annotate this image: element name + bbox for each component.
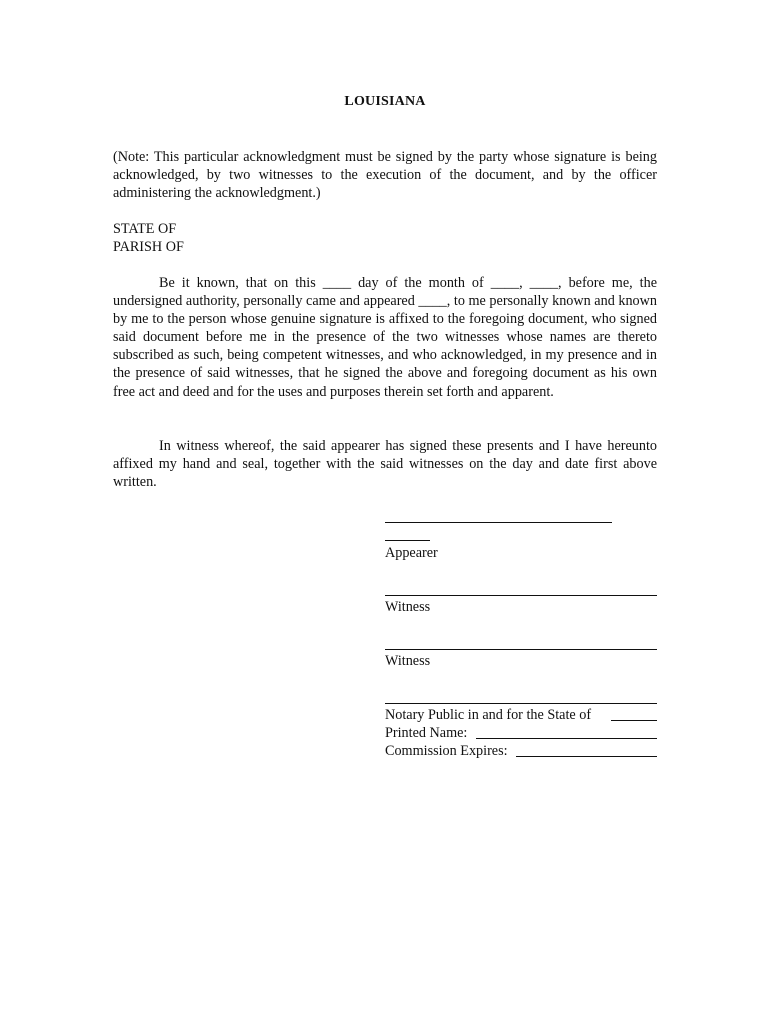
jurisdiction-block (113, 220, 657, 256)
appearer-label: Appearer (385, 545, 438, 561)
commission-expires-blank (516, 756, 657, 757)
witness-2-signature-line (385, 649, 657, 650)
state-label: STATE OF (113, 221, 177, 237)
notary-state-label: Notary Public in and for the State of (385, 707, 592, 723)
witness-paragraph: In witness whereof, the said appearer has signed these presents and I have hereunto affixed my hand and seal, together with the said witnesses on the day and date first above written. (113, 438, 657, 491)
witness-1-label: Witness (385, 599, 431, 615)
printed-name-blank (476, 738, 657, 739)
acknowledgment-paragraph: Be it known, that on this ____ day of the month of ____, ____, before me, the undersigned authority, personally came and appeared ____, to me personally known and known by me to the person whose genuine signature is affixed to the foregoing document, who signed said document before me in the presence of the two witnesses whose names are thereto subscribed as such, being competent witnesses, and who acknowledged, in my presence and in the presence of said witnesses, that he signed the above and foregoing document as his own free act and deed and for the uses and purposes therein set forth and apparent. (113, 275, 657, 400)
witness-1-signature-line (385, 595, 657, 596)
acknowledgment-note: (Note: This particular acknowledgment must be signed by the party whose signature is being acknowledged, by two witnesses to the execution of the document, and by the officer administering the acknowledgment.) (113, 149, 657, 202)
witness-2-label: Witness (385, 653, 431, 669)
notary-signature-line (385, 703, 657, 704)
notary-state-blank (611, 720, 657, 721)
document-title: LOUISIANA (344, 94, 426, 109)
printed-name-label: Printed Name: (385, 725, 468, 741)
appearer-signature-line (385, 522, 612, 523)
appearer-signature-line-continuation (385, 540, 430, 541)
commission-expires-label: Commission Expires: (385, 743, 508, 759)
parish-label: PARISH OF (113, 239, 184, 256)
